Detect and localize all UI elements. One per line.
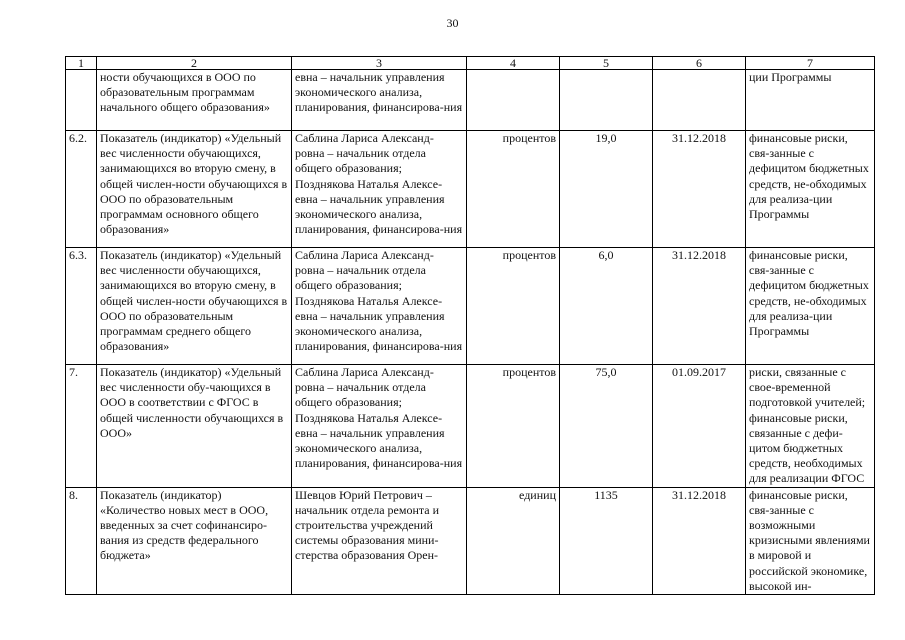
header-cell: 6 — [653, 57, 746, 70]
table-row — [66, 365, 875, 488]
responsible-text: Саблина Лариса Александ-ровна – начальник отдела общего образования; Позднякова Наталья Алексе-евна – начальник управления экономического анализа, планирования, финансирова-ния — [292, 365, 467, 488]
unit-cell: процентов — [467, 248, 560, 365]
risks-text: финансовые риски, свя-занные с возможными кризисными явлениями в мировой и российской экономике, высокой ин- — [746, 487, 875, 594]
indicator-text: Показатель (индикатор) «Удельный вес численности обучающихся, занимающихся во вторую смену, в общей числен-ности обучающихся в ООО по образовательным программам основного общего образования» — [97, 131, 292, 248]
indicator-text: Показатель (индикатор) «Удельный вес численности обучающихся, занимающихся во вторую смену, в общей числен-ности обучающихся в ООО по образовательным программам среднего общего образования» — [97, 248, 292, 365]
indicator-text: Показатель (индикатор) «Количество новых мест в ООО, введенных за счет софинансиро-вания из средств федерального бюджета» — [97, 487, 292, 594]
indicators-table — [65, 56, 875, 595]
value-cell: 6,0 — [560, 248, 653, 365]
value-cell — [560, 70, 653, 131]
risks-text: ции Программы — [746, 70, 875, 131]
row-number — [66, 70, 97, 131]
header-cell: 7 — [746, 57, 875, 70]
date-cell: 31.12.2018 — [653, 131, 746, 248]
date-cell: 31.12.2018 — [653, 248, 746, 365]
responsible-text: евна – начальник управления экономического анализа, планирования, финансирова-ния — [292, 70, 467, 131]
unit-cell — [467, 70, 560, 131]
indicator-text: ности обучающихся в ООО по образовательным программам начального общего образования» — [97, 70, 292, 131]
value-cell: 19,0 — [560, 131, 653, 248]
row-number: 6.3. — [66, 248, 97, 365]
date-cell: 01.09.2017 — [653, 365, 746, 488]
risks-text: финансовые риски, свя-занные с дефицитом бюджетных средств, не-обходимых для реализа-ции Программы — [746, 131, 875, 248]
table-row — [66, 70, 875, 131]
responsible-text: Саблина Лариса Александ-ровна – начальник отдела общего образования; Позднякова Наталья Алексе-евна – начальник управления экономического анализа, планирования, финансирова-ния — [292, 248, 467, 365]
date-cell — [653, 70, 746, 131]
header-cell: 4 — [467, 57, 560, 70]
table-row — [66, 131, 875, 248]
page-number: 30 — [446, 16, 459, 30]
header-cell: 3 — [292, 57, 467, 70]
unit-cell: единиц — [467, 487, 560, 594]
risks-text: риски, связанные с свое-временной подготовкой учителей; финансовые риски, связанные с дефи-цитом бюджетных средств, необходимых для реализации ФГОС — [746, 365, 875, 488]
header-cell: 2 — [97, 57, 292, 70]
row-number: 6.2. — [66, 131, 97, 248]
column-number-header — [66, 57, 875, 70]
table-row — [66, 248, 875, 365]
responsible-text: Саблина Лариса Александ-ровна – начальник отдела общего образования; Позднякова Наталья Алексе-евна – начальник управления экономического анализа, планирования, финансирова-ния — [292, 131, 467, 248]
responsible-text: Шевцов Юрий Петрович – начальник отдела ремонта и строительства учреждений системы образования мини-стерства образования Орен- — [292, 487, 467, 594]
indicator-text: Показатель (индикатор) «Удельный вес численности обу-чающихся в ООО в соответствии с ФГОС в общей численности обучающихся в ООО» — [97, 365, 292, 488]
unit-cell: процентов — [467, 365, 560, 488]
risks-text: финансовые риски, свя-занные с дефицитом бюджетных средств, не-обходимых для реализа-ции Программы — [746, 248, 875, 365]
table-row — [66, 487, 875, 594]
row-number: 7. — [66, 365, 97, 488]
header-cell: 1 — [66, 57, 97, 70]
row-number: 8. — [66, 487, 97, 594]
value-cell: 1135 — [560, 487, 653, 594]
unit-cell: процентов — [467, 131, 560, 248]
date-cell: 31.12.2018 — [653, 487, 746, 594]
header-cell: 5 — [560, 57, 653, 70]
value-cell: 75,0 — [560, 365, 653, 488]
